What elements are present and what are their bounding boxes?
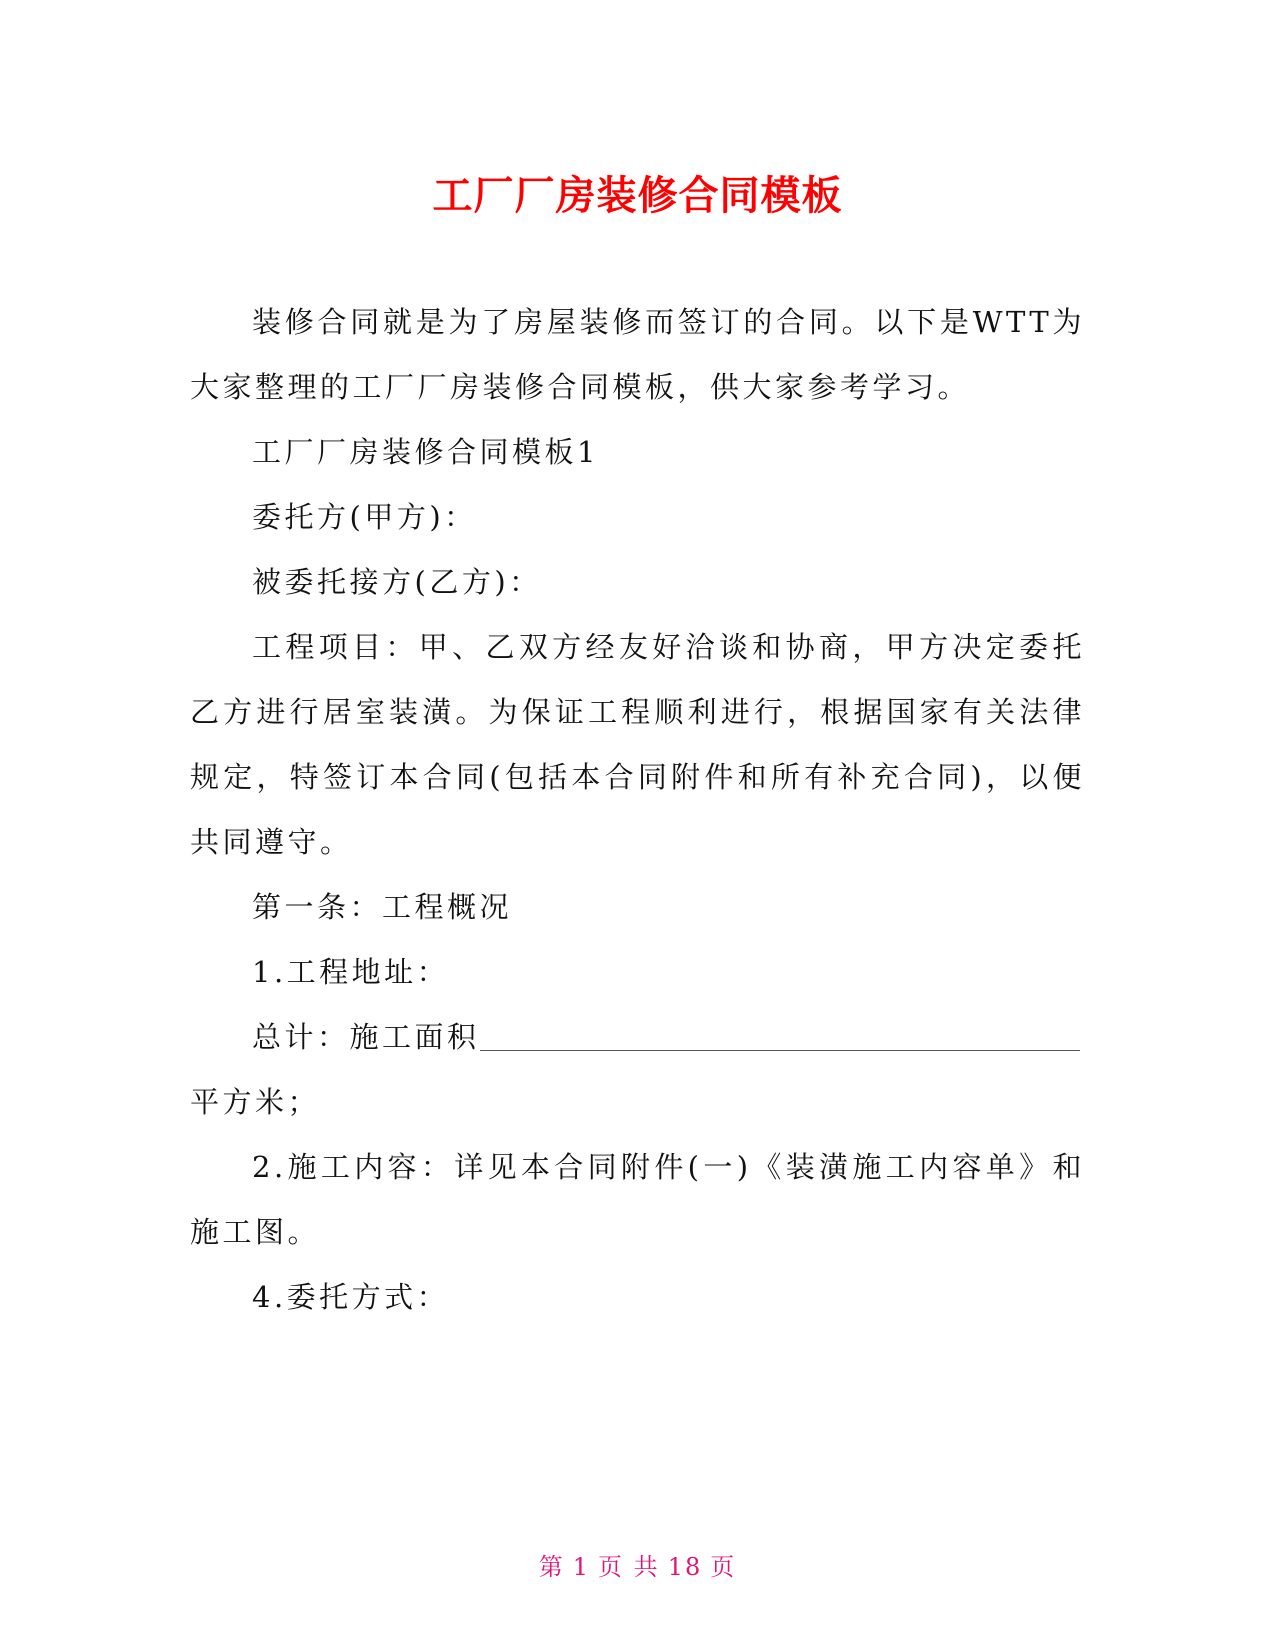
area-blank (480, 1020, 1080, 1051)
party-b-line: 被委托接方(乙方)： (252, 565, 542, 599)
intro-paragraph: 装修合同就是为了房屋装修而签订的合同。以下是WTT为大家整理的工厂厂房装修合同模板，供大家参考学习。 (190, 305, 1085, 404)
document-body (190, 290, 1085, 1330)
document-title: 工厂厂房装修合同模板 (432, 173, 843, 219)
footer-middle: 页 共 (598, 1553, 660, 1581)
content-paragraph: 2.施工内容：详见本合同附件(一)《装潢施工内容单》和施工图。 (190, 1150, 1085, 1249)
party-a-line: 委托方(甲方)： (252, 500, 477, 534)
project-paragraph: 工程项目：甲、乙双方经友好洽谈和协商，甲方决定委托乙方进行居室装潢。为保证工程顺利进行，根据国家有关法律规定，特签订本合同(包括本合同附件和所有补充合同)，以便共同遵守。 (190, 630, 1085, 859)
method-line: 4.委托方式： (252, 1280, 450, 1314)
footer-suffix: 页 (710, 1553, 737, 1581)
area-line (190, 1005, 1085, 1070)
template-heading: 工厂厂房装修合同模板1 (252, 435, 599, 469)
footer-prefix: 第 (538, 1553, 565, 1581)
area-label: 总计：施工面积 (252, 1020, 480, 1054)
footer-total-pages: 18 (667, 1553, 703, 1581)
page-footer (0, 1547, 1275, 1582)
article-one-heading: 第一条：工程概况 (252, 890, 513, 924)
area-unit: 平方米； (190, 1085, 321, 1119)
address-line: 1.工程地址： (252, 955, 450, 989)
footer-page-number: 1 (572, 1553, 591, 1581)
